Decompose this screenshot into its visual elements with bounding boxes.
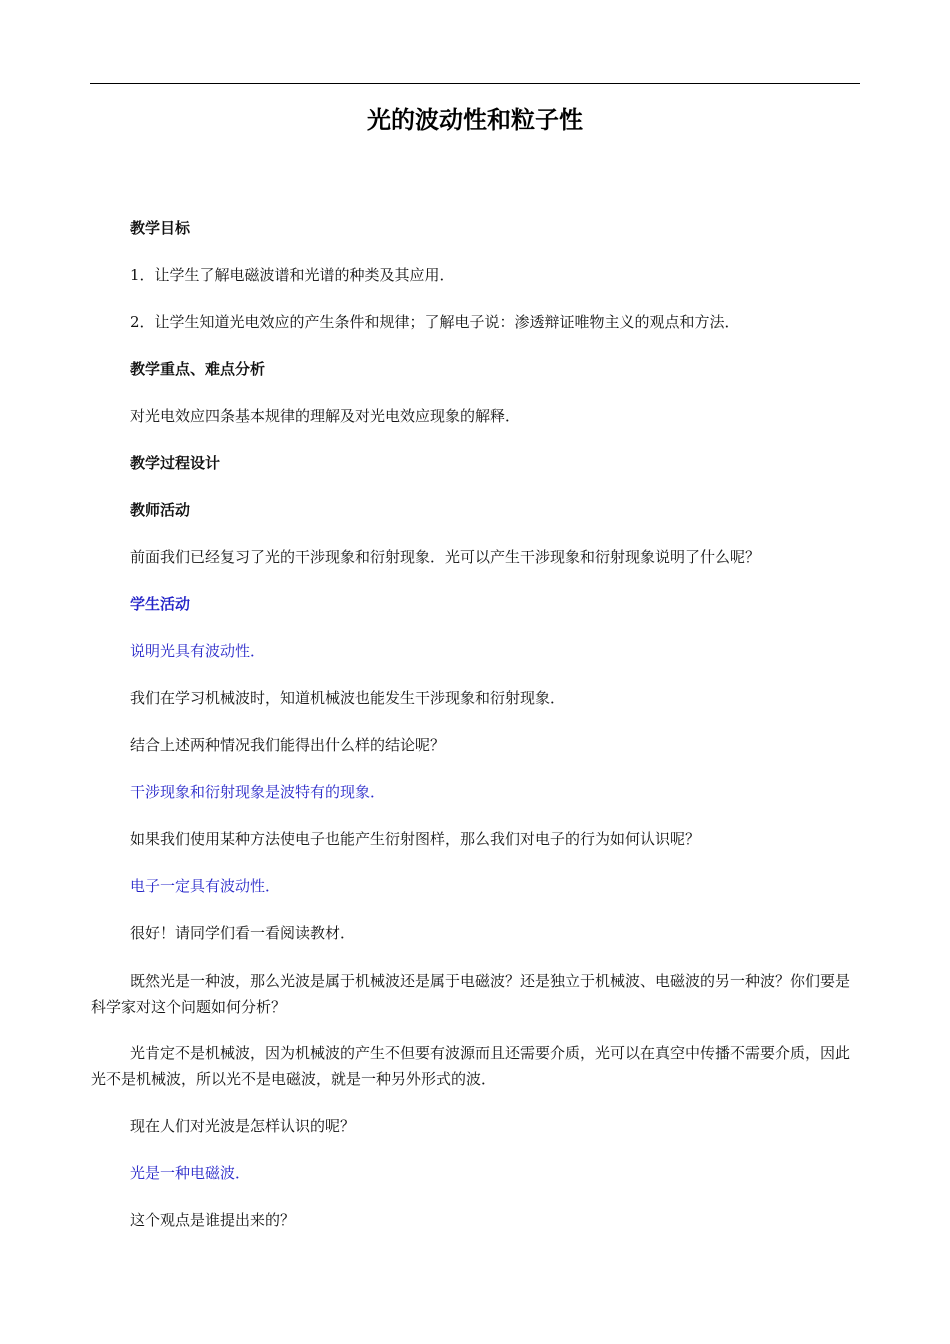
teacher-question-4: 既然光是一种波，那么光波是属于机械波还是属于电磁波？还是独立于机械波、电磁波的另一种波？你们要是科学家对这个问题如何分析？ bbox=[91, 972, 851, 1016]
student-answer-3: 电子一定具有波动性． bbox=[130, 877, 281, 895]
teacher-question-5: 现在人们对光波是怎样认识的呢？ bbox=[130, 1117, 356, 1135]
section-heading-teaching-goals: 教学目标 bbox=[130, 219, 191, 237]
teacher-statement-2: 很好！请同学们看一看阅读教材． bbox=[130, 924, 356, 942]
teacher-question-6: 这个观点是谁提出来的？ bbox=[130, 1211, 296, 1229]
teacher-statement-1: 我们在学习机械波时，知道机械波也能发生干涉现象和衍射现象． bbox=[130, 689, 566, 707]
teacher-question-3: 如果我们使用某种方法使电子也能产生衍射图样，那么我们对电子的行为如何认识呢？ bbox=[130, 830, 701, 848]
goal-item-1: 1．让学生了解电磁波谱和光谱的种类及其应用． bbox=[130, 266, 455, 284]
student-answer-4: 光是一种电磁波． bbox=[130, 1164, 251, 1182]
header-rule bbox=[90, 83, 860, 84]
teacher-question-2: 结合上述两种情况我们能得出什么样的结论呢？ bbox=[130, 736, 446, 754]
key-points-text: 对光电效应四条基本规律的理解及对光电效应现象的解释． bbox=[130, 407, 521, 425]
section-heading-teacher-activity: 教师活动 bbox=[130, 501, 191, 519]
student-answer-1: 说明光具有波动性． bbox=[130, 642, 266, 660]
section-heading-process-design: 教学过程设计 bbox=[130, 454, 221, 472]
section-heading-student-activity: 学生活动 bbox=[130, 595, 191, 613]
goal-item-2: 2．让学生知道光电效应的产生条件和规律；了解电子说：渗透辩证唯物主义的观点和方法． bbox=[130, 313, 740, 331]
teacher-statement-3: 光肯定不是机械波，因为机械波的产生不但要有波源而且还需要介质，光可以在真空中传播不需要介质，因此光不是机械波，所以光不是电磁波，就是一种另外形式的波． bbox=[91, 1044, 851, 1088]
section-heading-key-points: 教学重点、难点分析 bbox=[130, 360, 266, 378]
student-answer-2: 干涉现象和衍射现象是波特有的现象． bbox=[130, 783, 386, 801]
document-title: 光的波动性和粒子性 bbox=[367, 106, 583, 134]
teacher-question-1: 前面我们已经复习了光的干涉现象和衍射现象．光可以产生干涉现象和衍射现象说明了什么呢？ bbox=[130, 548, 761, 566]
